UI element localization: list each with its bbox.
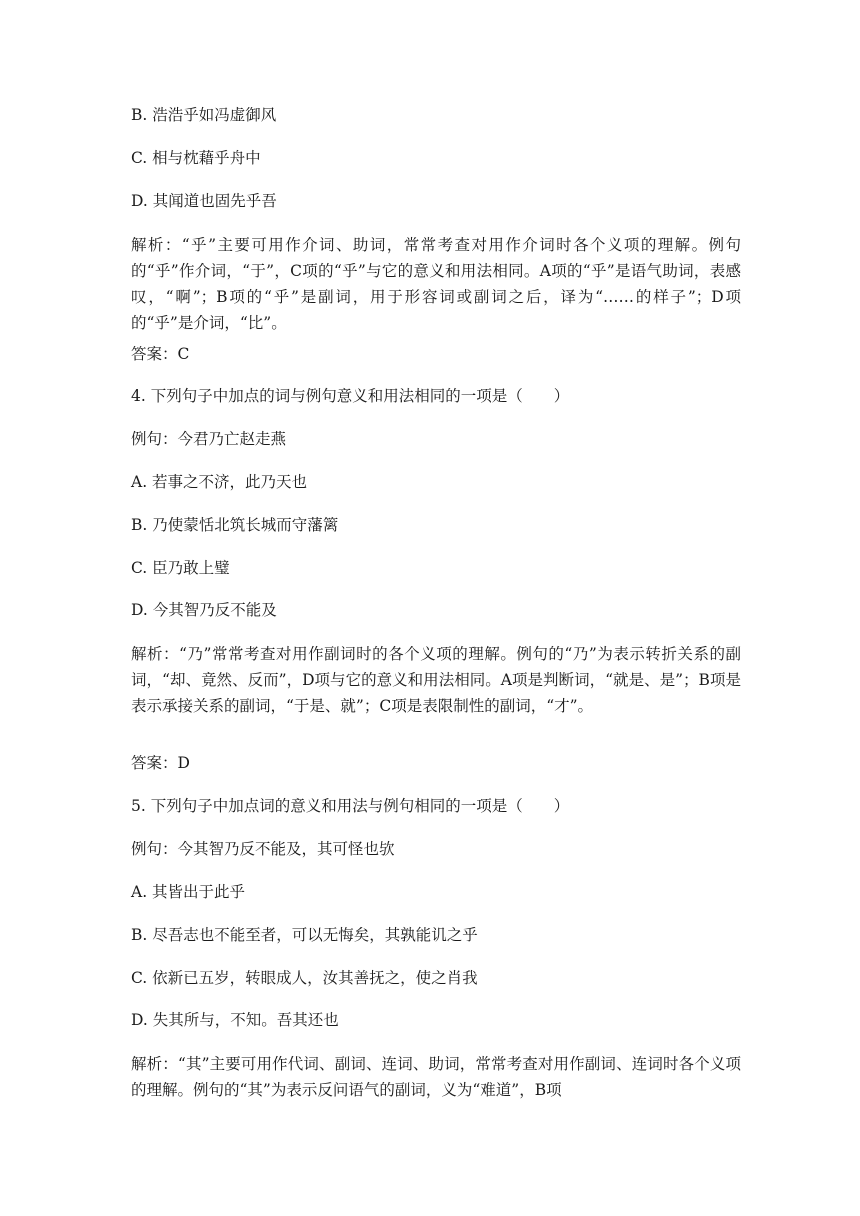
q3-option-c: C. 相与枕藉乎舟中: [131, 149, 261, 167]
q5-option-b: B. 尽吾志也不能至者，可以无悔矣，其孰能讥之乎: [131, 926, 478, 944]
q3-option-d: D. 其闻道也固先乎吾: [131, 192, 277, 210]
q4-example: 例句：今君乃亡赵走燕: [131, 430, 287, 448]
q5-option-d: D. 失其所与，不知。吾其还也: [131, 1011, 339, 1029]
q4-answer: 答案：D: [131, 754, 190, 772]
q5-analysis: 解析：“其”主要可用作代词、副词、连词、助词，常常考查对用作副词、连词时各个义项的理解。例句的“其”为表示反问语气的副词，义为“难道”，B项: [131, 1055, 741, 1099]
q4-option-b: B. 乃使蒙恬北筑长城而守藩篱: [131, 516, 339, 534]
q3-option-b: B. 浩浩乎如冯虚御风: [131, 106, 277, 124]
q5-example: 例句：今其智乃反不能及，其可怪也欤: [131, 840, 395, 858]
q4-analysis: 解析：“乃”常常考查对用作副词时的各个义项的理解。例句的“乃”为表示转折关系的副词，“却、竟然、反而”，D项与它的意义和用法相同。A项是判断词，“就是、是”；B项是表示承接关系的副词，“于是、就”；C项是表限制性的副词，“才”。: [131, 645, 741, 715]
q3-analysis: 解析：“乎”主要可用作介词、助词，常常考查对用作介词时各个义项的理解。例句的“乎”作介词，“于”，C项的“乎”与它的意义和用法相同。A项的“乎”是语气助词，表感叹，“啊”；B项的“乎”是副词，用于形容词或副词之后，译为“……的样子”；D项的“乎”是介词，“比”。: [131, 236, 741, 332]
q4-option-d: D. 今其智乃反不能及: [131, 601, 277, 619]
q4-option-c: C. 臣乃敢上璧: [131, 559, 230, 577]
q5-question: 5. 下列句子中加点词的意义和用法与例句相同的一项是（ ）: [131, 797, 570, 815]
q5-option-a: A. 其皆出于此乎: [131, 883, 246, 901]
q4-option-a: A. 若事之不济，此乃天也: [131, 473, 308, 491]
q5-option-c: C. 依新已五岁，转眼成人，汝其善抚之，使之肖我: [131, 969, 478, 987]
q4-question: 4. 下列句子中加点的词与例句意义和用法相同的一项是（ ）: [131, 387, 570, 405]
q3-answer: 答案：C: [131, 345, 190, 363]
